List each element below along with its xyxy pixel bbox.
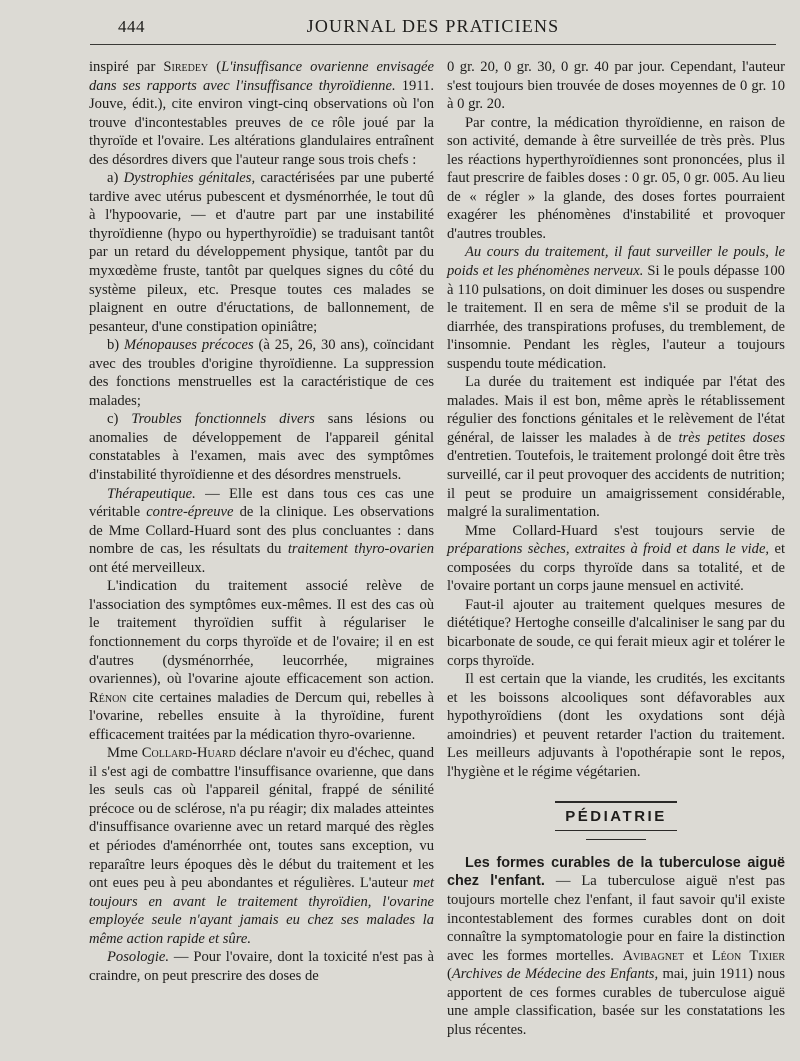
paragraph: b) Ménopauses précoces (à 25, 26, 30 ans), coïncidant avec des troubles d'origine thyroïdienne. La suppression des fonctions menstruelles est la caractéristique de ces malades;	[89, 337, 434, 409]
paragraph: a) Dystrophies génitales, caractérisées par une puberté tardive avec utérus pubescent et dysménorrhée, le tout dû à l'hypoovarie, — et d'autre part par une instabilité thyroïdienne (hypo ou hyperthyroïdie) se traduisant tantôt par un retard du développement physique, tantôt par du myxœdème fruste, tantôt par quelques signes du côté du système pileux, etc. Presque toutes ces malades se plaignent en outre d'éructations, de ballonnement, de pesanteur, d'une constipation opiniâtre;	[89, 170, 434, 335]
paragraph: Mme Collard-Huard déclare n'avoir eu d'échec, quand il s'est agi de combattre l'insuffisance ovarienne, que dans les seuls cas où l'appareil génital, frappé de sénilité précoce ou de sclérose, n'a pu réagir; dix malades atteintes d'insuffisance ovarienne avec un retard marqué des règles et périodes d'aménorrhée ont, toutes sans exception, vu reparaître leurs époques dès le début du traitement et les ont eues peu à peu abondantes et régulières. L'auteur met toujours en avant le traitement thyroïdien, l'ovarine employée seule n'ayant jamais eu chez ses malades la même action rapide et sûre.	[89, 745, 434, 947]
paragraph: Par contre, la médication thyroïdienne, en raison de son activité, demande à être surveillée de très près. Plus les réactions hyperthyroïdiennes sont prononcées, plus il faut prescrire de faibles doses : 0 gr. 05, 0 gr. 005. Au lieu de « régler » la glande, des doses fortes pourraient exagérer les phénomènes d'instabilité et provoquer d'autres troubles.	[447, 114, 785, 242]
right-column	[447, 58, 785, 1039]
paragraph: Mme Collard-Huard s'est toujours servie de préparations sèches, extraites à froid et dans le vide, et composées du corps thyroïde dans sa totalité, et de l'ovaire portant un corps jaune mensuel en activité.	[447, 522, 785, 595]
article-lead-title: Les formes curables de la tuberculose aiguë chez l'enfant.	[447, 854, 785, 890]
paragraph: Faut-il ajouter au traitement quelques mesures de diététique? Hertoghe conseille d'alcaliniser le sang par du bicarbonate de soude, ce qui ferait mieux agir et tolérer le corps thyroïde.	[447, 596, 785, 669]
paragraph: Posologie. — Pour l'ovaire, dont la toxicité n'est pas à craindre, on peut prescrire des doses de	[89, 949, 434, 984]
paragraph: Au cours du traitement, il faut surveiller le pouls, le poids et les phénomènes nerveux. Si le pouls dépasse 100 à 110 pulsations, on doit diminuer les doses ou suspendre le traitement. Il en sera de même s'il se produit de la diarrhée, des transpirations profuses, du tremblement, de l'insomnie. Pendant les règles, l'auteur a toujours suspendu toute médication.	[447, 244, 785, 372]
paragraph: La durée du traitement est indiquée par l'état des malades. Mais il est bon, même après le rétablissement régulier des fonctions génitales et le relèvement de l'état général, de laisser les malades à de très petites doses d'entretien. Toutefois, le traitement prolongé doit être très surveillé, car il peut provoquer des accidents de nutrition; il peut se produire un amaigrissement considérable, malgré la suralimentation.	[447, 374, 785, 521]
paragraph: inspiré par Siredey (L'insuffisance ovarienne envisagée dans ses rapports avec l'insuffisance thyroïdienne. 1911. Jouve, édit.), cite environ vingt-cinq observations où l'on trouve d'incontestables preuves de ce rôle joué par la thyroïde et l'ovaire. Les altérations glandulaires entraînent des désordres divers que l'auteur range sous trois chefs :	[89, 59, 434, 168]
paragraph: 0 gr. 20, 0 gr. 30, 0 gr. 40 par jour. Cependant, l'auteur s'est toujours bien trouvée de doses moyennes de 0 gr. 10 à 0 gr. 20.	[447, 59, 785, 113]
paragraph: Les formes curables de la tuberculose aiguë chez l'enfant. — La tuberculose aiguë n'est pas toujours mortelle chez l'enfant, il faut savoir qu'il existe incontestablement des formes curables dont on doit connaître la symptomatologie pour en faire la distinction avec les formes mortelles. Avibagnet et Léon Tixier (Archives de Médecine des Enfants, mai, juin 1911) nous apportent de ces formes curables de tuberculose aiguë une ample classification, basée sur les constatations les plus récentes.	[447, 854, 786, 1038]
page-number: 444	[118, 17, 145, 36]
paragraph: Il est certain que la viande, les crudités, les excitants et les boissons alcooliques sont défavorables aux hypothyroïdiens (dont les oxydations sont déjà amoindries) et peuvent retarder l'action du traitement. Les meilleurs adjuvants à l'opothérapie sont le repos, l'hygiène et le régime végétarien.	[447, 671, 785, 780]
section-heading: PÉDIATRIE	[447, 801, 785, 831]
section-divider	[586, 839, 646, 840]
journal-title: JOURNAL DES PRATICIENS	[306, 16, 560, 36]
paragraph: L'indication du traitement associé relève de l'association des symptômes eux-mêmes. Il est des cas où le traitement thyroïdien suffit à régulariser le fonctionnement du corps thyroïde et de l'ovaire; il en est d'autres (dysménorrhée, leucorrhée, migraines ovariennes), où l'ovarine ajoute efficacement son action. Rénon cite certaines maladies de Dercum qui, rebelles à l'ovarine, rebelles ensuite à la thyroïdine, furent efficacement traitées par la médication thyro-ovarienne.	[89, 578, 434, 743]
left-column	[89, 58, 434, 985]
paragraph: c) Troubles fonctionnels divers sans lésions ou anomalies de développement de l'appareil génital constatables à l'examen, mais avec des symptômes d'instabilité thyroïdienne et des désordres menstruels.	[89, 411, 434, 484]
paragraph: Thérapeutique. — Elle est dans tous ces cas une véritable contre-épreuve de la clinique. Les observations de Mme Collard-Huard sont des plus concluantes : dans nombre de cas, les résultats du traitement thyro-ovarien ont été merveilleux.	[89, 485, 434, 576]
page-header	[90, 14, 776, 45]
